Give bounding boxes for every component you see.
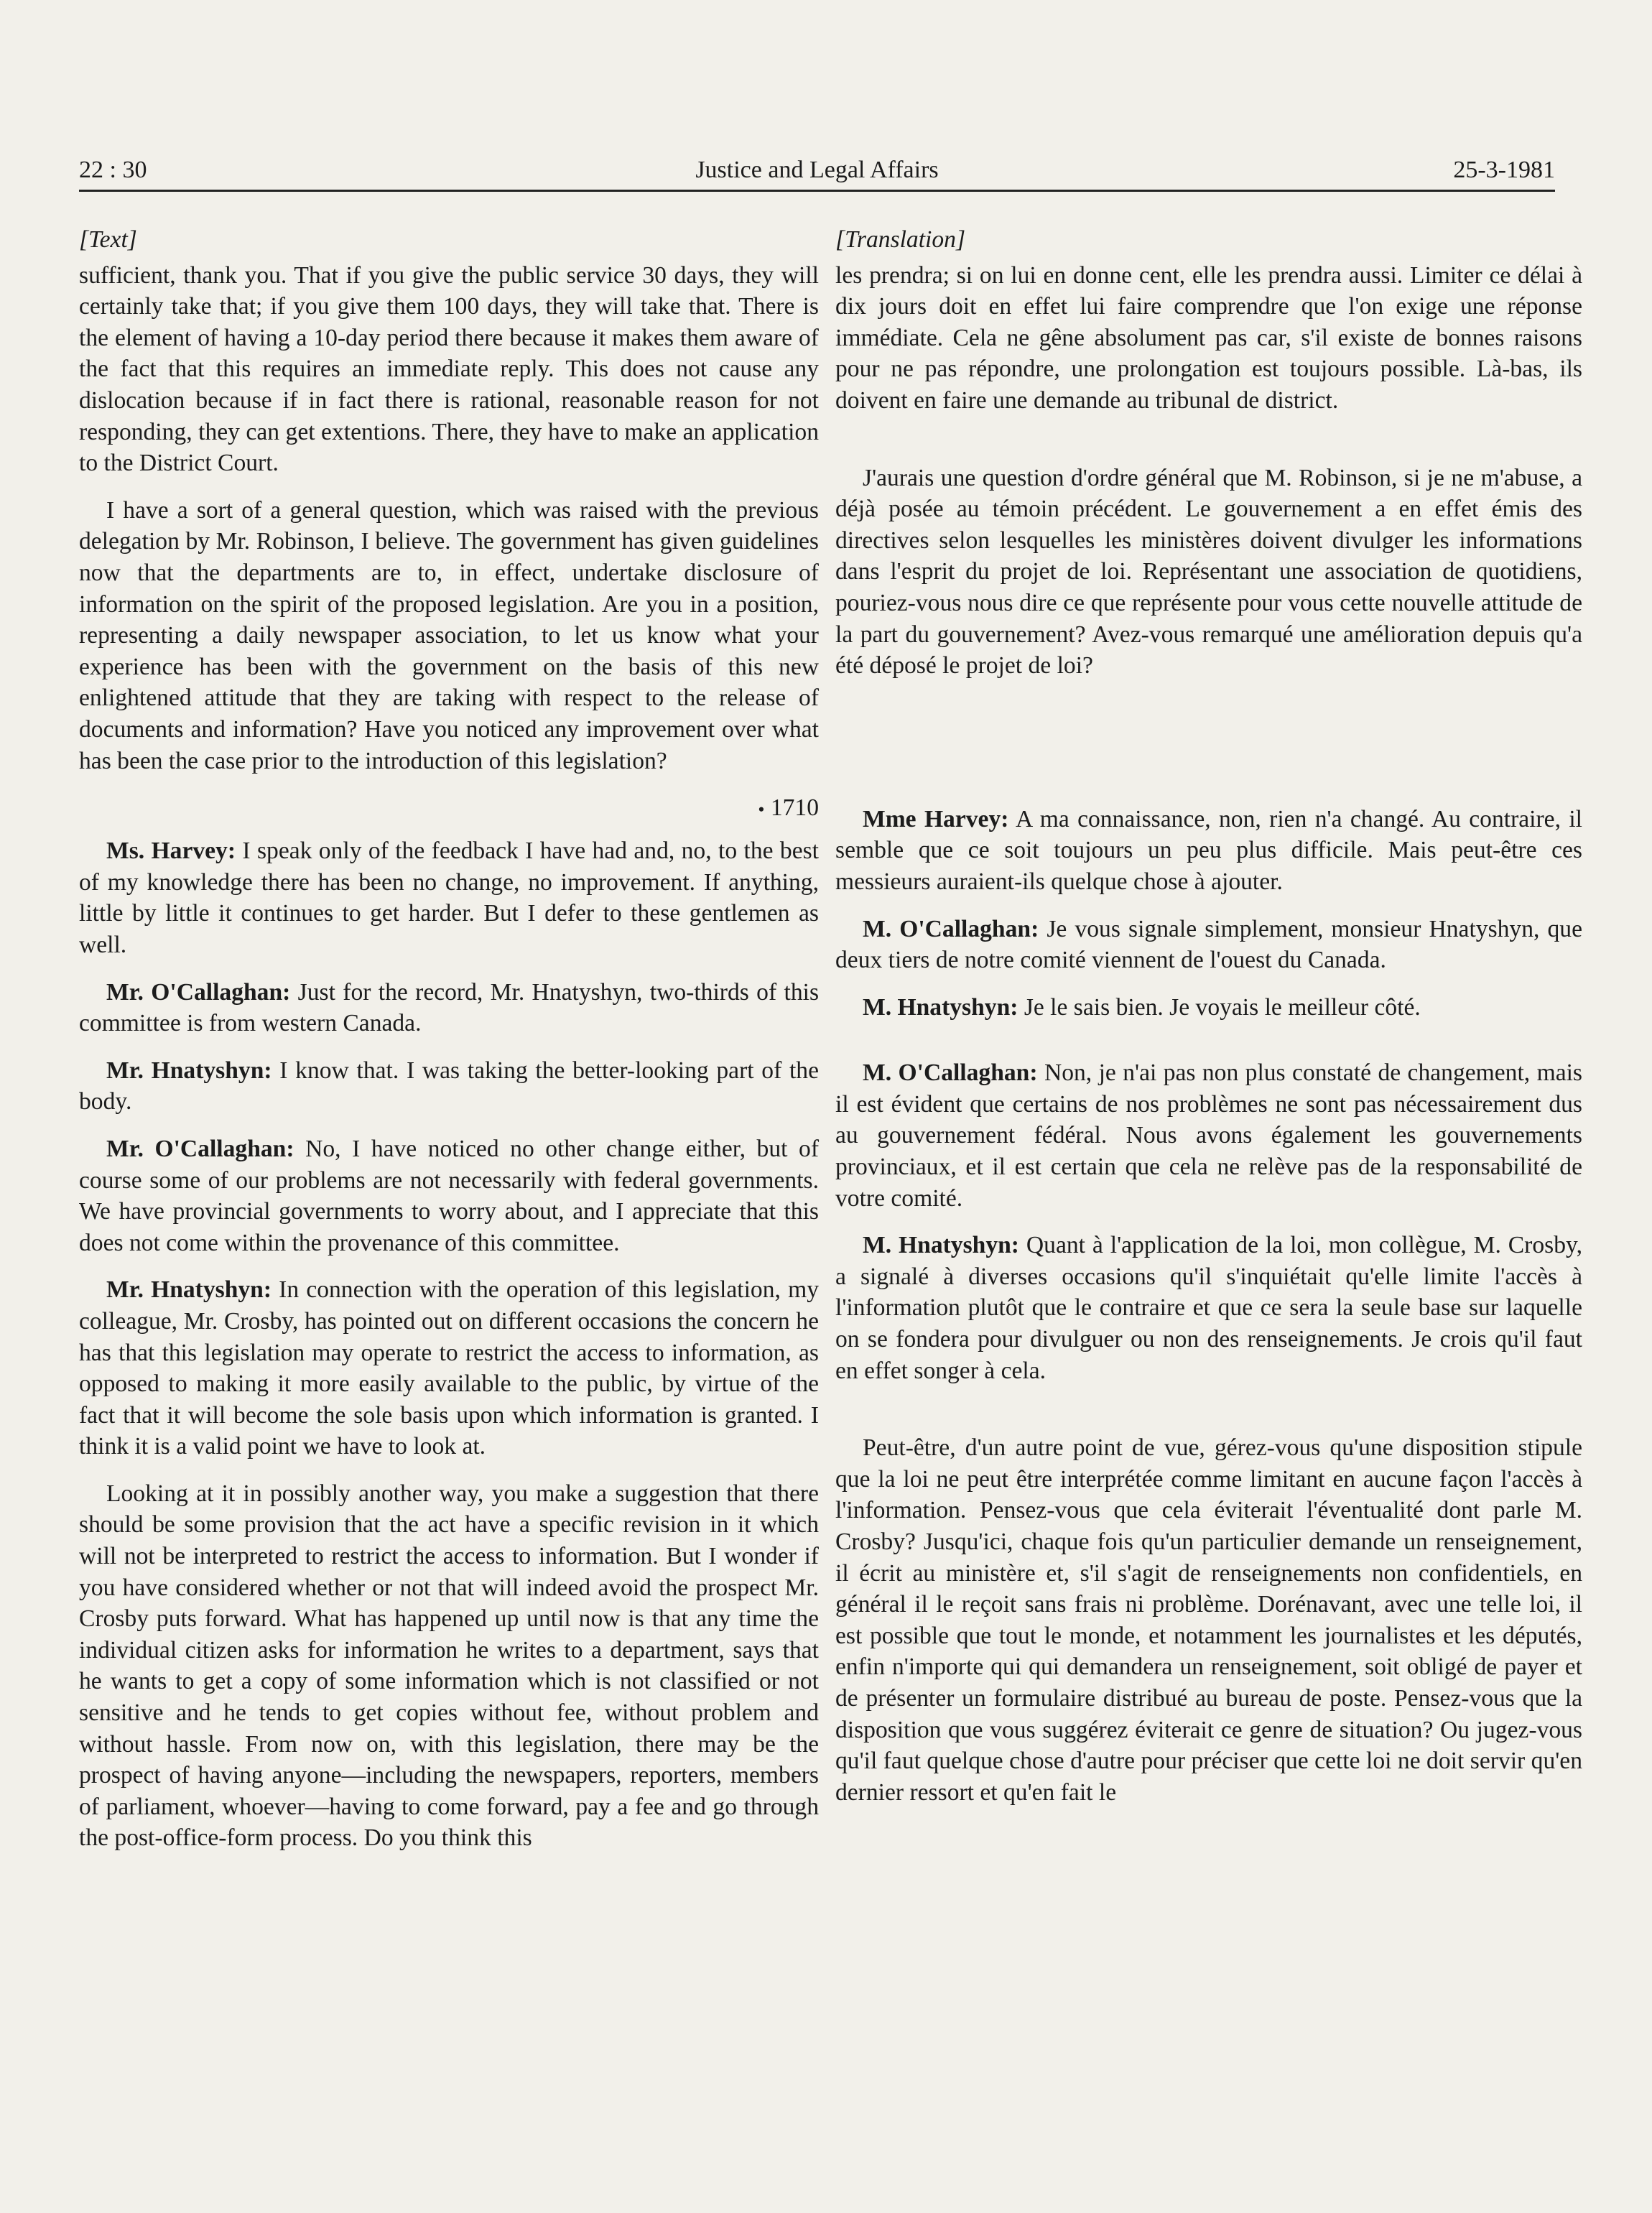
speech-text: Non, je n'ai pas non plus constaté de changement, mais il est évident que certains de nos problèmes ne sont pas nécessairement dus au gouvernement fédéral. Nous avons également les gouvernements provinciaux, et il est certain que cela ne relève pas de la responsabilité de votre comité. xyxy=(835,1059,1582,1212)
speech-paragraph xyxy=(835,804,1582,898)
speech-text: In connection with the operation of this legislation, my colleague, Mr. Crosby, has pointed out on different occasions the concern he has that this legislation may operate to restrict the access to information, as opposed to making it more easily available to the public, by virtue of the fact that it will become the sole basis upon which information is granted. I think it is a valid point we have to look at. xyxy=(79,1276,819,1460)
paragraph: Peut-être, d'un autre point de vue, gérez-vous qu'une disposition stipule que la loi ne peut être interprétée comme limitant en aucune façon l'accès à l'information. Pensez-vous que cela éviterait l'éventualité dont parle M. Crosby? Jusqu'ici, chaque fois qu'un particulier demande un renseignement, il écrit au ministère et, s'il s'agit de renseignements non confidentiels, en général il le reçoit sans frais ni problème. Dorénavant, avec une telle loi, il est possible que tout le monde, et notamment les journalistes et les députés, enfin n'importe qui qui demandera un renseignement, soit obligé de payer et de présenter un formulaire distribué au bureau de poste. Pensez-vous que la disposition que vous suggérez éviterait ce genre de situation? Ou jugez-vous qu'il faut quelque chose d'autre pour préciser que cette loi ne doit servir qu'en dernier ressort et qu'en fait le xyxy=(835,1434,1582,1806)
speech-text: Quant à l'application de la loi, mon collègue, M. Crosby, a signalé à diverses occasions qu'il s'inquiétait qu'elle limite l'accès à l'information plutôt que le contraire et que ce sera la seule base sur laquelle on se fondera pour divulguer ou non des renseignements. Je crois qu'il faut en effet songer à cela. xyxy=(835,1232,1583,1384)
speech-text: Just for the record, Mr. Hnatyshyn, two-thirds of this committee is from western Canada. xyxy=(79,978,820,1037)
speech-paragraph xyxy=(835,914,1582,976)
speech-text: A ma connaissance, non, rien n'a changé. Au contraire, il semble que ce soit toujours un peu plus difficile. Mais peut-être ces messieurs auraient-ils quelque chose à ajouter. xyxy=(835,805,1582,895)
speaker-name: M. O'Callaghan: xyxy=(863,1059,1038,1087)
speech-paragraph xyxy=(79,1274,819,1462)
time-stamp: 1710 xyxy=(770,794,819,822)
speaker-name: Mr. O'Callaghan: xyxy=(106,978,291,1006)
speech-text: Je le sais bien. Je voyais le meilleur côté. xyxy=(1018,993,1421,1021)
speaker-name: M. O'Callaghan: xyxy=(863,915,1039,942)
speech-text: No, I have noticed no other change either, but of course some of our problems are not necessarily with federal governments. We have provincial governments to worry about, and I appreciate that this does not come within the provenance of this committee. xyxy=(79,1135,819,1256)
speaker-name: Ms. Harvey: xyxy=(106,838,236,865)
french-column xyxy=(835,224,1582,1824)
running-title: Justice and Legal Affairs xyxy=(695,157,939,183)
speaker-name: M. Hnatyshyn: xyxy=(863,1232,1019,1259)
paragraph: les prendra; si on lui en donne cent, elle les prendra aussi. Limiter ce délai à dix jours doit en effet lui faire comprendre que l'on exige une réponse immédiate. Cela ne gêne absolument pas car, s'il existe de bonnes raisons pour ne pas répondre, une prolongation est toujours possible. Là-bas, ils doivent en faire une demande au tribunal de district. xyxy=(835,261,1582,414)
paragraph: Looking at it in possibly another way, you make a suggestion that there should be some provision that the act have a specific revision in it which will not be interpreted to restrict the access to information. But I wonder if you have considered whether or not that will indeed avoid the prospect Mr. Crosby puts forward. What has happened up until now is that any time the individual citizen asks for information he writes to a department, says that he wants to get a copy of some information which is not classified or not sensitive and he tends to get copies without fee, without problem and without hassle. From now on, with this legislation, there may be the prospect of having anyone—including the newspapers, reporters, members of parliament, whoever—having to come forward, pay a fee and go through the post-office-form process. Do you think this xyxy=(79,1480,819,1852)
time-marker xyxy=(79,792,819,825)
translation-label: [Translation] xyxy=(835,226,966,253)
speech-paragraph xyxy=(79,977,819,1039)
page-number: 22 : 30 xyxy=(79,157,147,183)
speech-paragraph xyxy=(79,835,819,960)
bullet-icon: • xyxy=(758,799,765,820)
speech-paragraph xyxy=(835,992,1582,1024)
speech-paragraph xyxy=(79,1133,819,1258)
speech-text: Je vous signale simplement, monsieur Hnatyshyn, que deux tiers de notre comité viennent de l'ouest du Canada. xyxy=(835,915,1582,974)
english-column xyxy=(79,224,819,1870)
paragraph: I have a sort of a general question, which was raised with the previous delegation by Mr. Robinson, I believe. The government has given guidelines now that the departments are to, in effect, undertake disclosure of information on the spirit of the proposed legislation. Are you in a position, representing a daily newspaper association, to let us know what your experience has been with the government on the basis of this new enlightened attitude that they are taking with respect to the release of documents and information? Have you noticed any improvement over what has been the case prior to the introduction of this legislation? xyxy=(79,496,819,774)
speaker-name: Mr. O'Callaghan: xyxy=(106,1135,294,1162)
speaker-name: Mr. Hnatyshyn: xyxy=(106,1057,272,1084)
speech-paragraph xyxy=(835,1230,1582,1386)
speech-paragraph xyxy=(835,1057,1582,1214)
speech-text: I know that. I was taking the better-looking part of the body. xyxy=(79,1057,819,1115)
page-date: 25-3-1981 xyxy=(1453,157,1555,183)
speaker-name: M. Hnatyshyn: xyxy=(863,993,1018,1021)
paragraph: sufficient, thank you. That if you give the public service 30 days, they will certainly take that; if you give them 100 days, they will take that. There is the element of having a 10-day period there because it makes them aware of the fact that this requires an immediate reply. This does not cause any dislocation because if in fact there is rational, reasonable reason for not responding, they can get extentions. There, they have to make an application to the District Court. xyxy=(79,261,819,477)
paragraph: J'aurais une question d'ordre général que M. Robinson, si je ne m'abuse, a déjà posée au témoin précédent. Le gouvernement a en effet émis des directives selon lesquelles les ministères doivent divulger les informations dans l'esprit du projet de loi. Représentant une association de quotidiens, pouriez-vous nous dire ce que représente pour vous cette nouvelle attitude de la part du gouvernement? Avez-vous remarqué une amélioration depuis qu'a été déposé le projet de loi? xyxy=(835,464,1582,679)
speech-text: I speak only of the feedback I have had and, no, to the best of my knowledge there has been no change, no improvement. If anything, little by little it continues to get harder. But I defer to these gentlemen as well. xyxy=(79,838,819,958)
speaker-name: Mme Harvey: xyxy=(863,805,1009,832)
text-label: [Text] xyxy=(79,226,137,253)
speech-paragraph xyxy=(79,1055,819,1118)
page-header xyxy=(79,149,1555,192)
speaker-name: Mr. Hnatyshyn: xyxy=(106,1276,272,1304)
